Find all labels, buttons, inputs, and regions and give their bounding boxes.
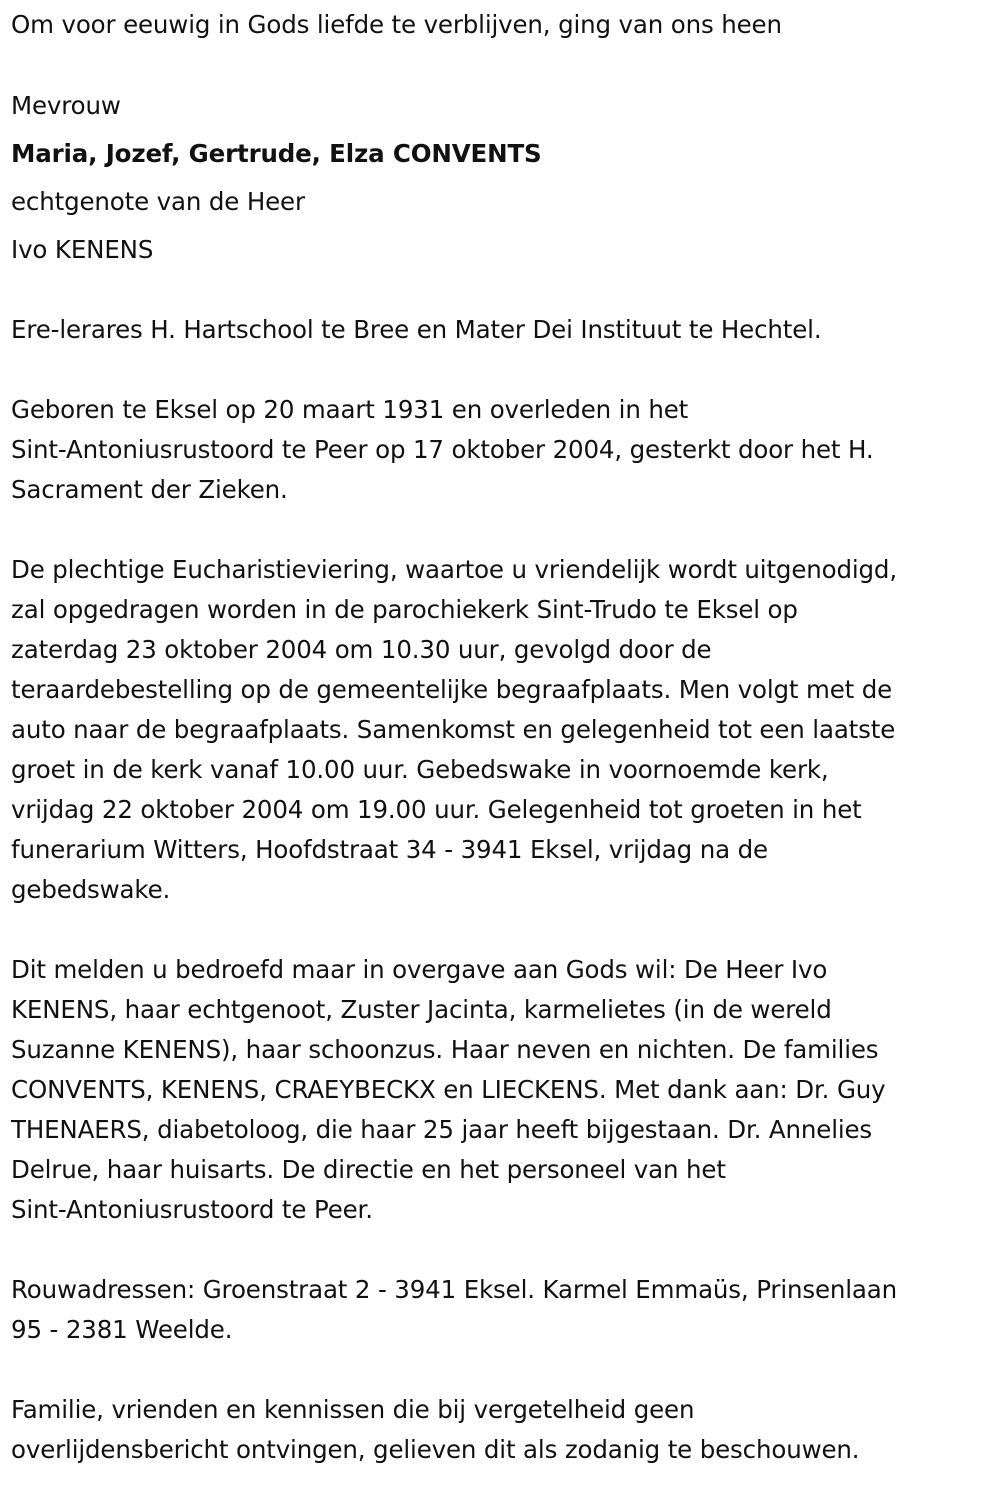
paragraph-line: Delrue, haar huisarts. De directie en het personeel van het bbox=[11, 1155, 726, 1184]
paragraph-line: Rouwadressen: Groenstraat 2 - 3941 Eksel. Karmel Emmaüs, Prinsenlaan bbox=[11, 1275, 898, 1304]
paragraph-line: CONVENTS, KENENS, CRAEYBECKX en LIECKENS. Met dank aan: Dr. Guy bbox=[11, 1075, 886, 1104]
paragraph-line: Geboren te Eksel op 20 maart 1931 en overleden in het bbox=[11, 395, 689, 424]
paragraph-line: overlijdensbericht ontvingen, gelieven dit als zodanig te beschouwen. bbox=[11, 1435, 860, 1464]
relation-line: echtgenote van de Heer bbox=[11, 187, 305, 216]
paragraph-line: THENAERS, diabetoloog, die haar 25 jaar heeft bijgestaan. Dr. Annelies bbox=[11, 1115, 873, 1144]
paragraph-line: gebedswake. bbox=[11, 875, 171, 904]
paragraph-line: Suzanne KENENS), haar schoonzus. Haar neven en nichten. De families bbox=[11, 1035, 879, 1064]
paragraph-line: 95 - 2381 Weelde. bbox=[11, 1315, 233, 1344]
paragraph-line: Sint-Antoniusrustoord te Peer. bbox=[11, 1195, 373, 1224]
spouse-name: Ivo KENENS bbox=[11, 235, 154, 264]
paragraph-line: De plechtige Eucharistieviering, waartoe u vriendelijk wordt uitgenodigd, bbox=[11, 555, 897, 584]
paragraph-line: teraardebestelling op de gemeentelijke begraafplaats. Men volgt met de bbox=[11, 675, 893, 704]
paragraph-line: Sint-Antoniusrustoord te Peer op 17 oktober 2004, gesterkt door het H. bbox=[11, 435, 874, 464]
paragraph-line: zal opgedragen worden in de parochiekerk Sint-Trudo te Eksel op bbox=[11, 595, 798, 624]
intro-line: Om voor eeuwig in Gods liefde te verblijven, ging van ons heen bbox=[11, 10, 782, 39]
paragraph-line: vrijdag 22 oktober 2004 om 19.00 uur. Gelegenheid tot groeten in het bbox=[11, 795, 862, 824]
deceased-name: Maria, Jozef, Gertrude, Elza CONVENTS bbox=[11, 139, 542, 168]
paragraph-line: Dit melden u bedroefd maar in overgave aan Gods wil: De Heer Ivo bbox=[11, 955, 828, 984]
salutation: Mevrouw bbox=[11, 91, 121, 120]
paragraph-line: auto naar de begraafplaats. Samenkomst en gelegenheid tot een laatste bbox=[11, 715, 896, 744]
paragraph-line: Familie, vrienden en kennissen die bij vergetelheid geen bbox=[11, 1395, 695, 1424]
paragraph-line: Sacrament der Zieken. bbox=[11, 475, 288, 504]
paragraph-line: groet in de kerk vanaf 10.00 uur. Gebedswake in voornoemde kerk, bbox=[11, 755, 829, 784]
paragraph-line: zaterdag 23 oktober 2004 om 10.30 uur, gevolgd door de bbox=[11, 635, 712, 664]
paragraph-line: KENENS, haar echtgenoot, Zuster Jacinta, karmelietes (in de wereld bbox=[11, 995, 832, 1024]
paragraph-line: funerarium Witters, Hoofdstraat 34 - 3941 Eksel, vrijdag na de bbox=[11, 835, 768, 864]
occupation-line: Ere-lerares H. Hartschool te Bree en Mater Dei Instituut te Hechtel. bbox=[11, 315, 822, 344]
